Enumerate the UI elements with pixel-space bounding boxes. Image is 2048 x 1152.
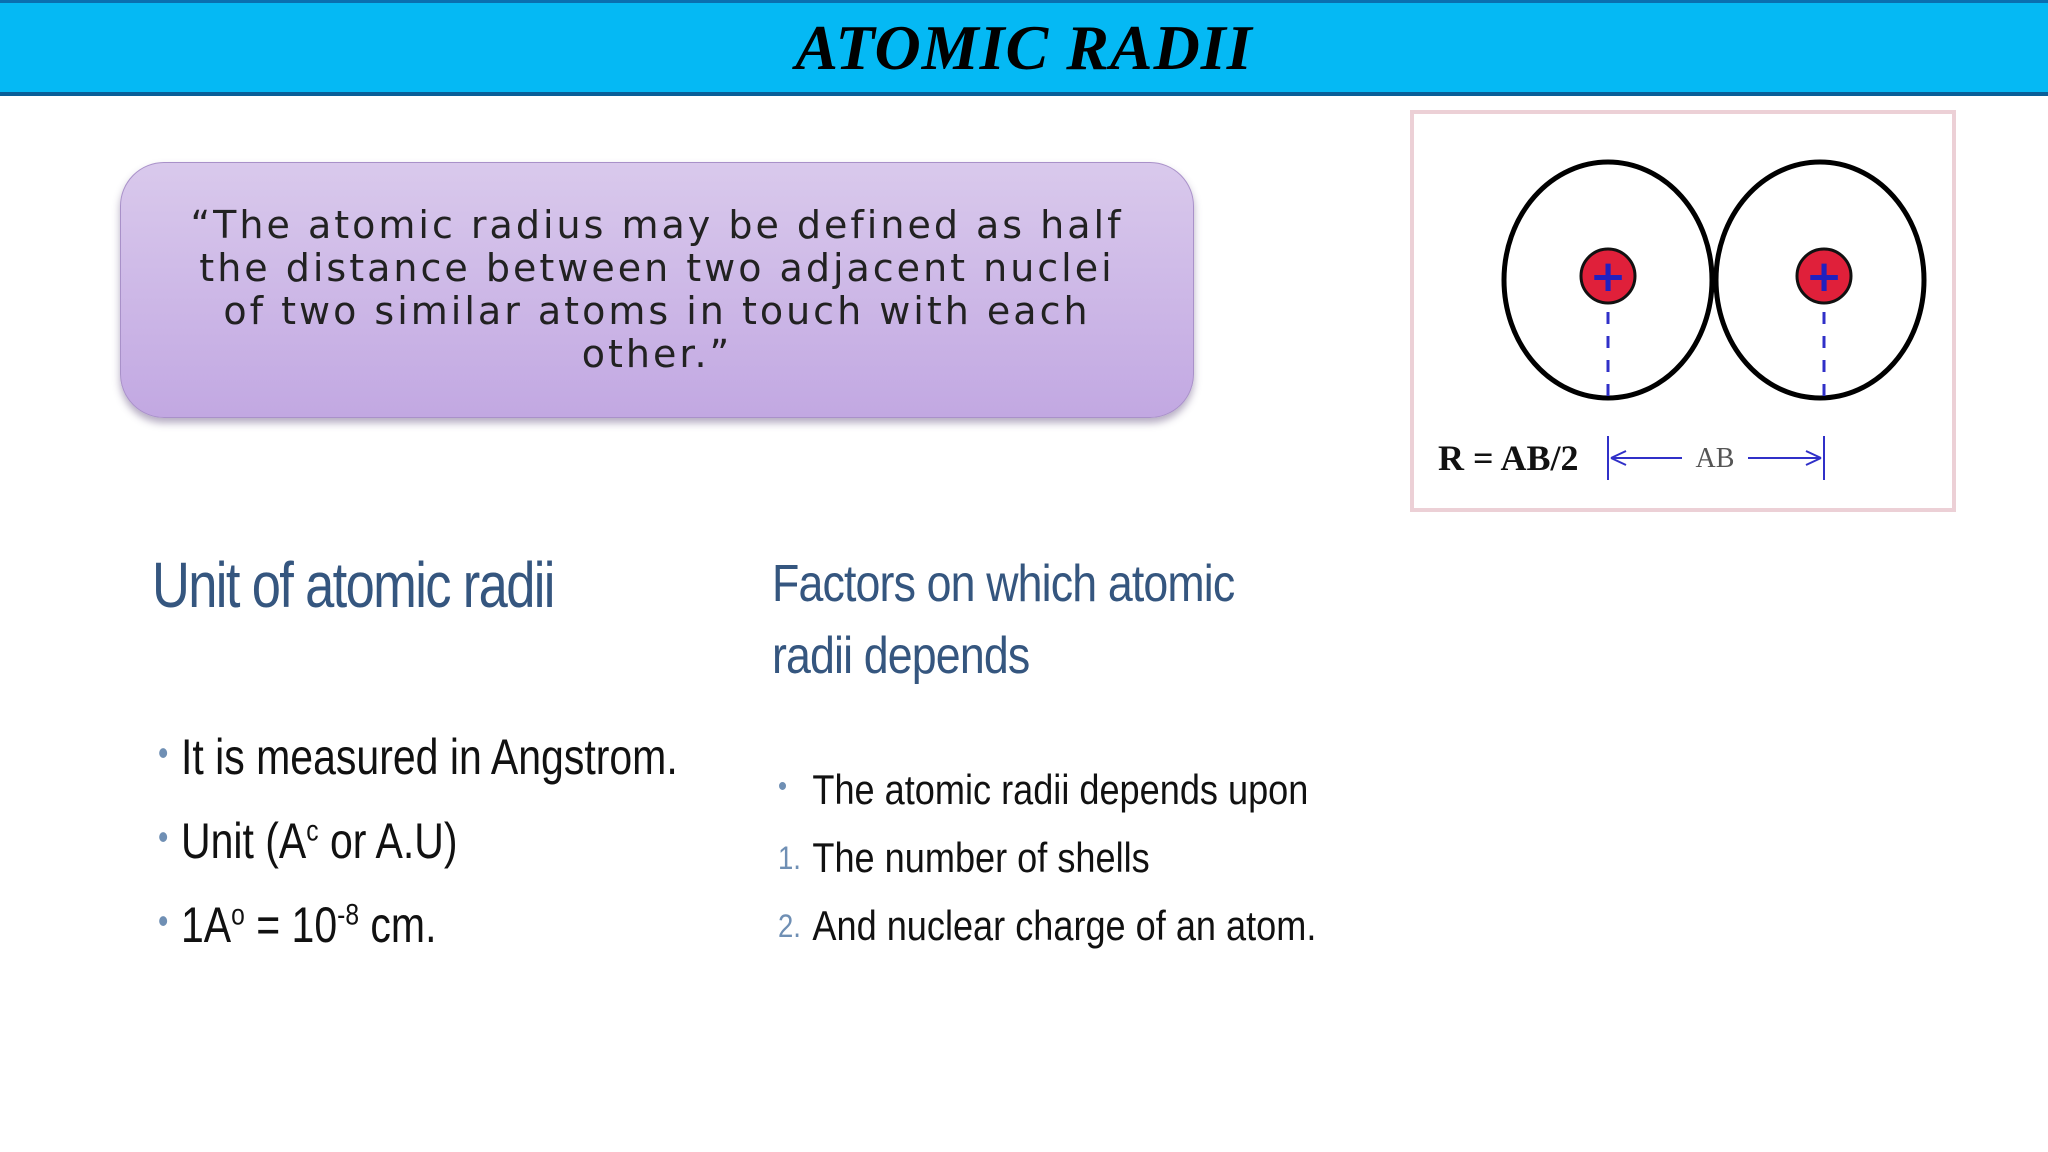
unit-item-post: or A.U) (318, 813, 458, 869)
conversion-sup-degree: o (231, 898, 245, 932)
factors-heading: Factors on which atomic radii depends (772, 555, 1235, 685)
unit-item-text: It is measured in Angstrom. (180, 729, 678, 785)
unit-item-sup: c (306, 814, 319, 848)
list-number: 1. (778, 840, 801, 876)
bullet-icon: • (158, 732, 169, 773)
right-nucleus-plus-icon: + (1805, 251, 1843, 302)
title-bar (0, 0, 2048, 96)
bullet-icon: • (158, 816, 169, 857)
factor-item-text: The number of shells (812, 834, 1150, 881)
bullet-icon: • (158, 900, 169, 941)
conversion-mid: = 10 (244, 897, 338, 953)
list-number: 2. (778, 908, 801, 944)
unit-item-pre: Unit (A (180, 813, 307, 869)
list-item (158, 896, 678, 980)
factor-item-text: And nuclear charge of an atom. (812, 902, 1317, 949)
bullet-icon: • (778, 770, 788, 803)
list-item (158, 728, 678, 812)
conversion-sup-exponent: -8 (337, 898, 360, 932)
conversion-post: cm. (359, 897, 437, 953)
factors-list (778, 766, 1316, 970)
atomic-radius-diagram (1410, 110, 1956, 512)
formula-label: R = AB/2 (1438, 438, 1579, 478)
list-item (158, 812, 678, 896)
definition-text: “The atomic radius may be defined as half the distance between two adjacent nuclei of two similar atoms in touch with each other.” (190, 203, 1124, 376)
list-item (778, 766, 1316, 834)
factors-intro: The atomic radii depends upon (812, 766, 1309, 813)
unit-heading: Unit of atomic radii (152, 549, 554, 621)
list-item (778, 902, 1316, 970)
left-nucleus-plus-icon: + (1589, 251, 1627, 302)
diagram-svg (1414, 114, 1952, 508)
slide-title: ATOMIC RADII (795, 11, 1253, 83)
distance-label: AB (1695, 443, 1735, 474)
conversion-pre: 1A (180, 897, 232, 953)
definition-box (120, 162, 1194, 418)
unit-list (158, 728, 678, 980)
list-item (778, 834, 1316, 902)
